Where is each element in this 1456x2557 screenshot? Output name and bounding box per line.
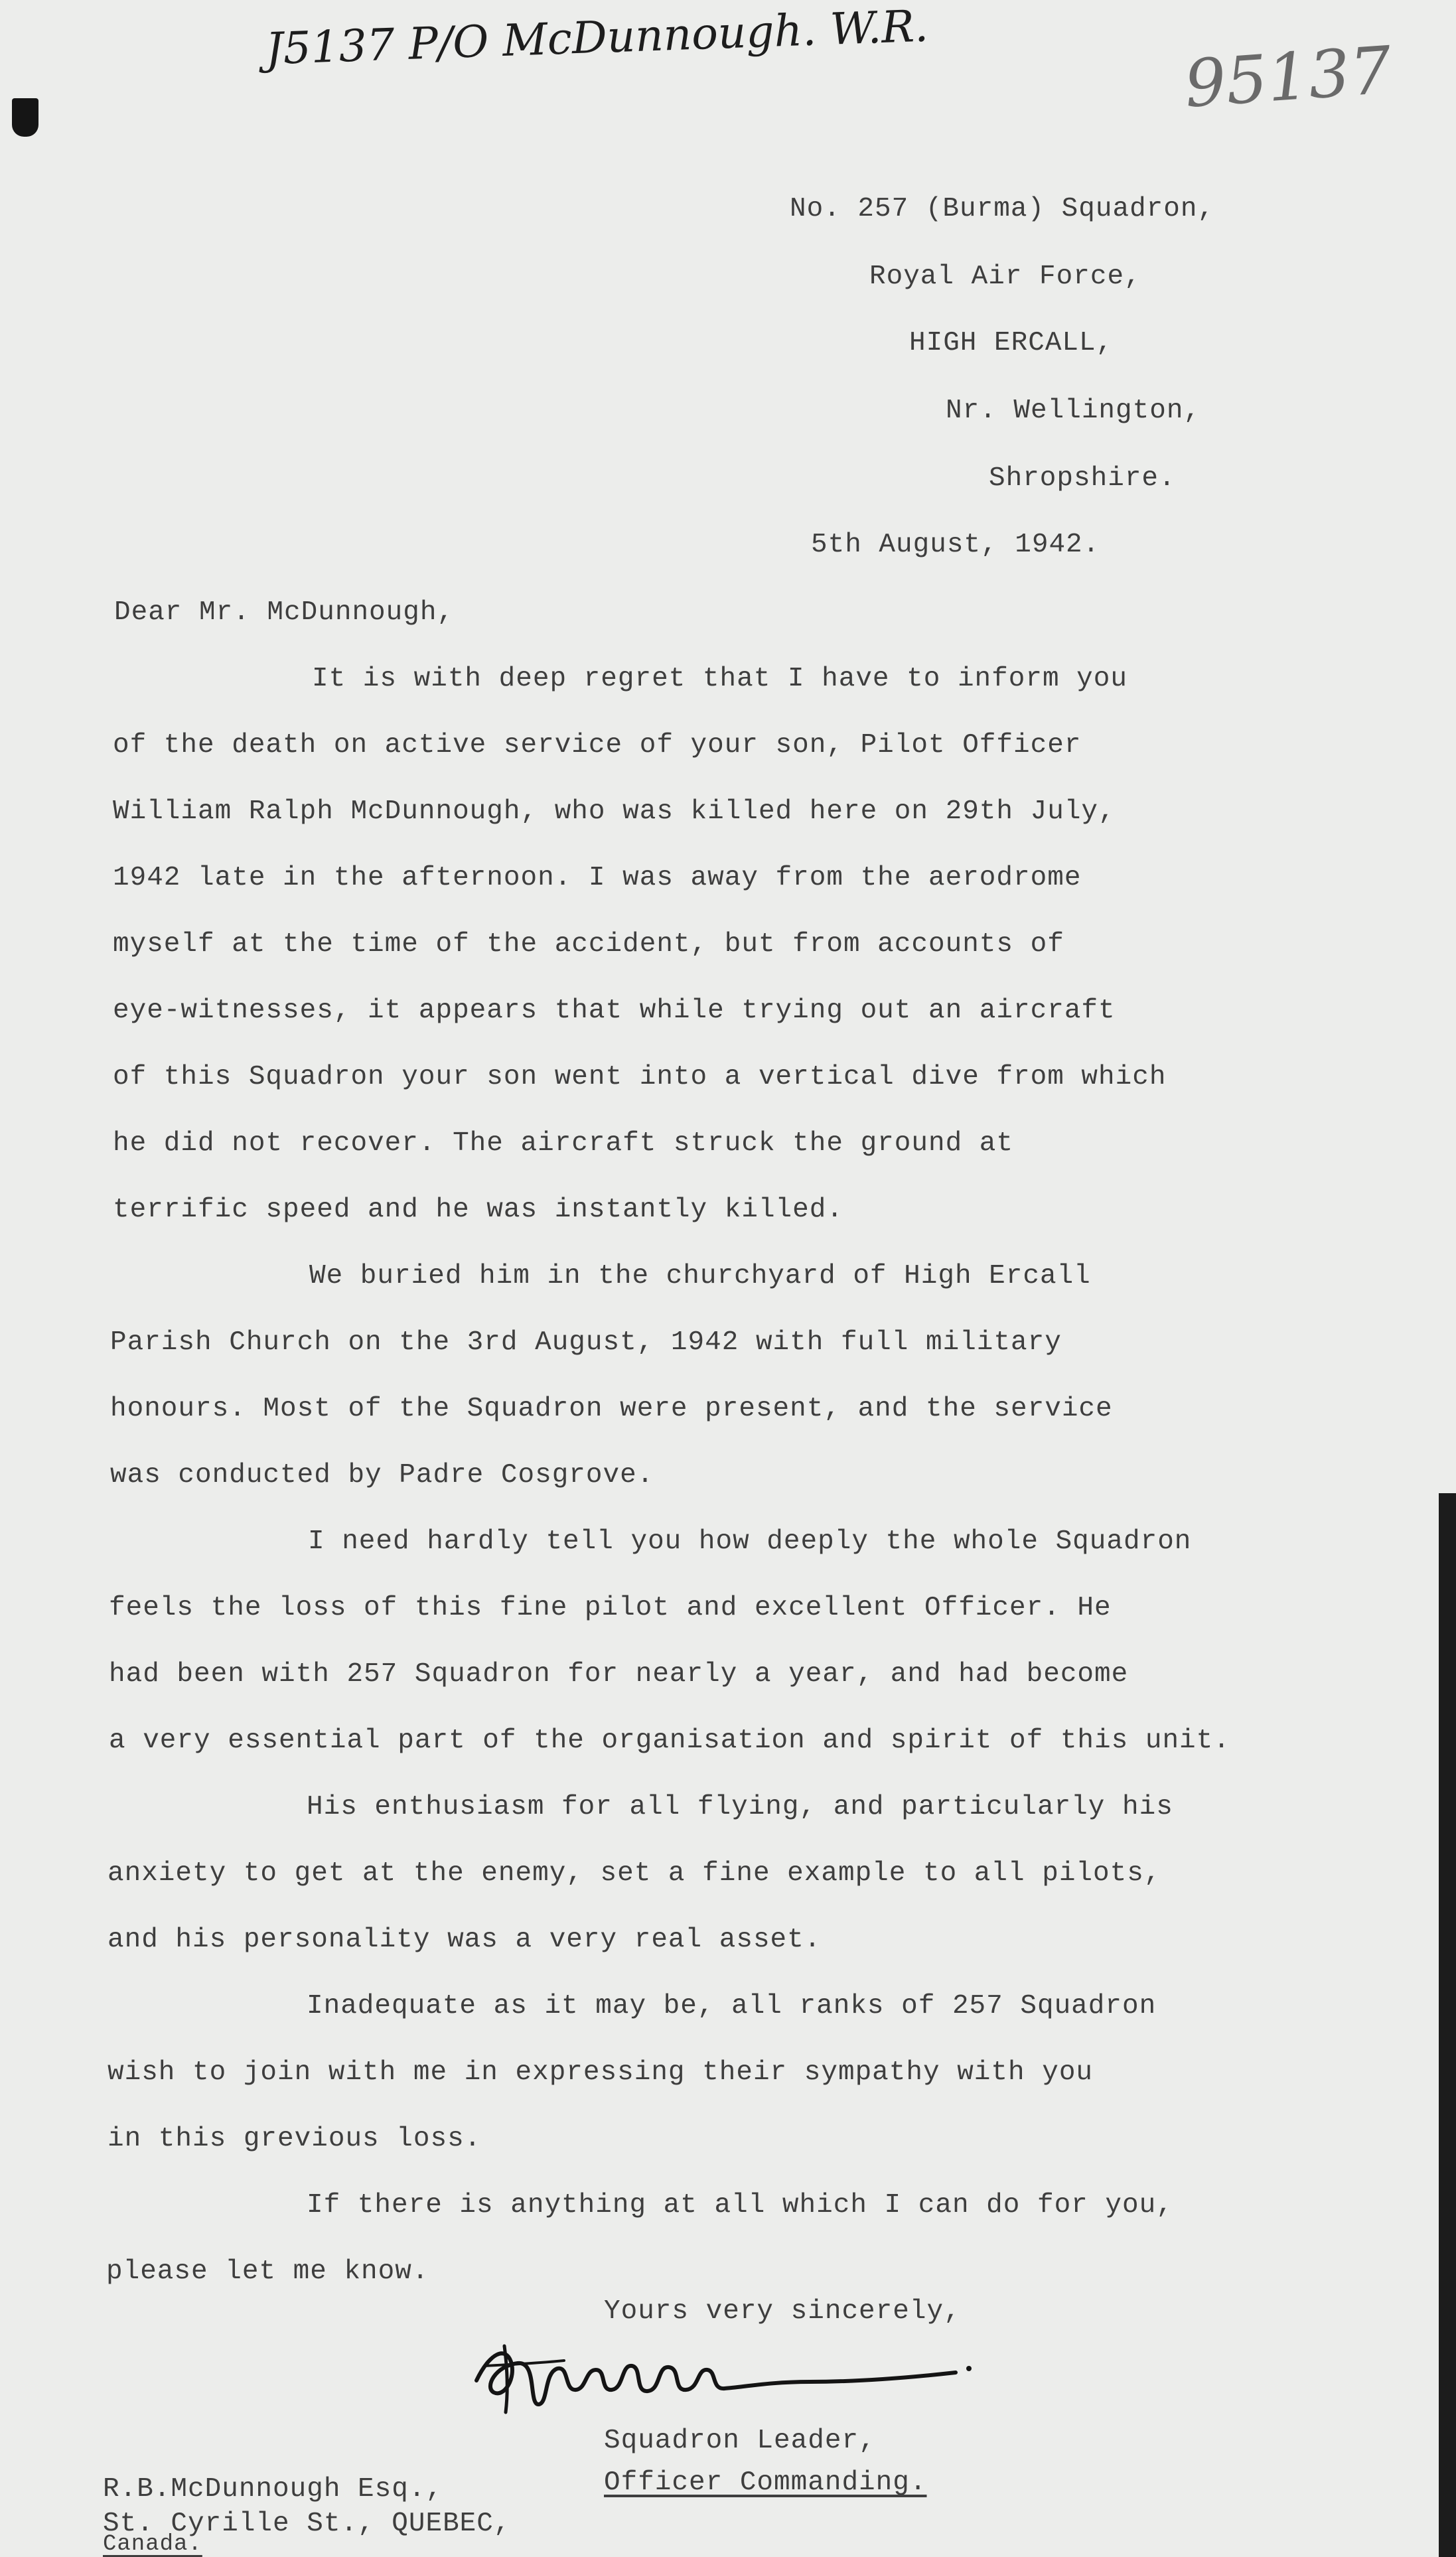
body-line: eye-witnesses, it appears that while trying out an aircraft <box>113 995 1116 1026</box>
body-line: he did not recover. The aircraft struck the ground at <box>113 1128 1014 1159</box>
body-line: a very essential part of the organisation and spirit of this unit. <box>109 1725 1230 1756</box>
body-line: wish to join with me in expressing their sympathy with you <box>108 2057 1094 2088</box>
signature-graphic <box>465 2326 982 2419</box>
body-line: myself at the time of the accident, but from accounts of <box>113 929 1064 960</box>
body-line: It is with deep regret that I have to inform you <box>312 664 1128 694</box>
signatory-title: Officer Commanding. <box>604 2467 927 2498</box>
body-line: anxiety to get at the enemy, set a fine example to all pilots, <box>108 1858 1161 1889</box>
body-line: William Ralph McDunnough, who was killed here on 29th July, <box>113 796 1116 827</box>
body-line: Inadequate as it may be, all ranks of 257 Squadron <box>307 1991 1157 2021</box>
body-line: If there is anything at all which I can do for you, <box>307 2190 1173 2221</box>
letterhead-station: HIGH ERCALL, <box>909 328 1114 358</box>
letterhead-county: Shropshire. <box>989 463 1176 494</box>
letter-date: 5th August, 1942. <box>811 530 1100 560</box>
body-line: please let me know. <box>106 2256 429 2287</box>
body-line: honours. Most of the Squadron were present, and the service <box>110 1394 1113 1424</box>
body-line: Parish Church on the 3rd August, 1942 with full military <box>110 1327 1062 1358</box>
addressee-name: R.B.McDunnough Esq., <box>103 2474 443 2505</box>
valediction: Yours very sincerely, <box>604 2296 961 2327</box>
paper-tear-mark <box>12 98 38 137</box>
body-line: was conducted by Padre Cosgrove. <box>110 1460 654 1491</box>
addressee-street: St. Cyrille St., QUEBEC, <box>103 2509 511 2539</box>
body-line: 1942 late in the afternoon. I was away from the aerodrome <box>113 863 1082 893</box>
body-line: in this grevious loss. <box>108 2124 482 2154</box>
body-line: of the death on active service of your son, Pilot Officer <box>113 730 1082 761</box>
handwritten-corner-number: 95137 <box>1182 33 1394 123</box>
body-line: We buried him in the churchyard of High Ercall <box>309 1261 1091 1291</box>
letterhead-raf: Royal Air Force, <box>869 261 1141 292</box>
body-line: of this Squadron your son went into a vertical dive from which <box>113 1062 1167 1092</box>
scan-background-edge <box>1439 1493 1456 2557</box>
salutation: Dear Mr. McDunnough, <box>114 597 455 628</box>
body-line: had been with 257 Squadron for nearly a year, and had become <box>109 1659 1129 1690</box>
body-line: and his personality was a very real asset. <box>108 1925 822 1955</box>
body-line: I need hardly tell you how deeply the whole Squadron <box>308 1526 1192 1557</box>
body-line: feels the loss of this fine pilot and excellent Officer. He <box>109 1593 1112 1623</box>
body-line: terrific speed and he was instantly killed. <box>113 1195 843 1225</box>
signatory-rank: Squadron Leader, <box>604 2426 876 2456</box>
handwritten-file-reference: J5137 P/O McDunnough. W.R. <box>264 0 930 75</box>
addressee-country: Canada. <box>103 2532 202 2557</box>
body-line: His enthusiasm for all flying, and particularly his <box>307 1792 1173 1822</box>
letterhead-town: Nr. Wellington, <box>946 396 1201 426</box>
letterhead-squadron: No. 257 (Burma) Squadron, <box>790 194 1215 224</box>
